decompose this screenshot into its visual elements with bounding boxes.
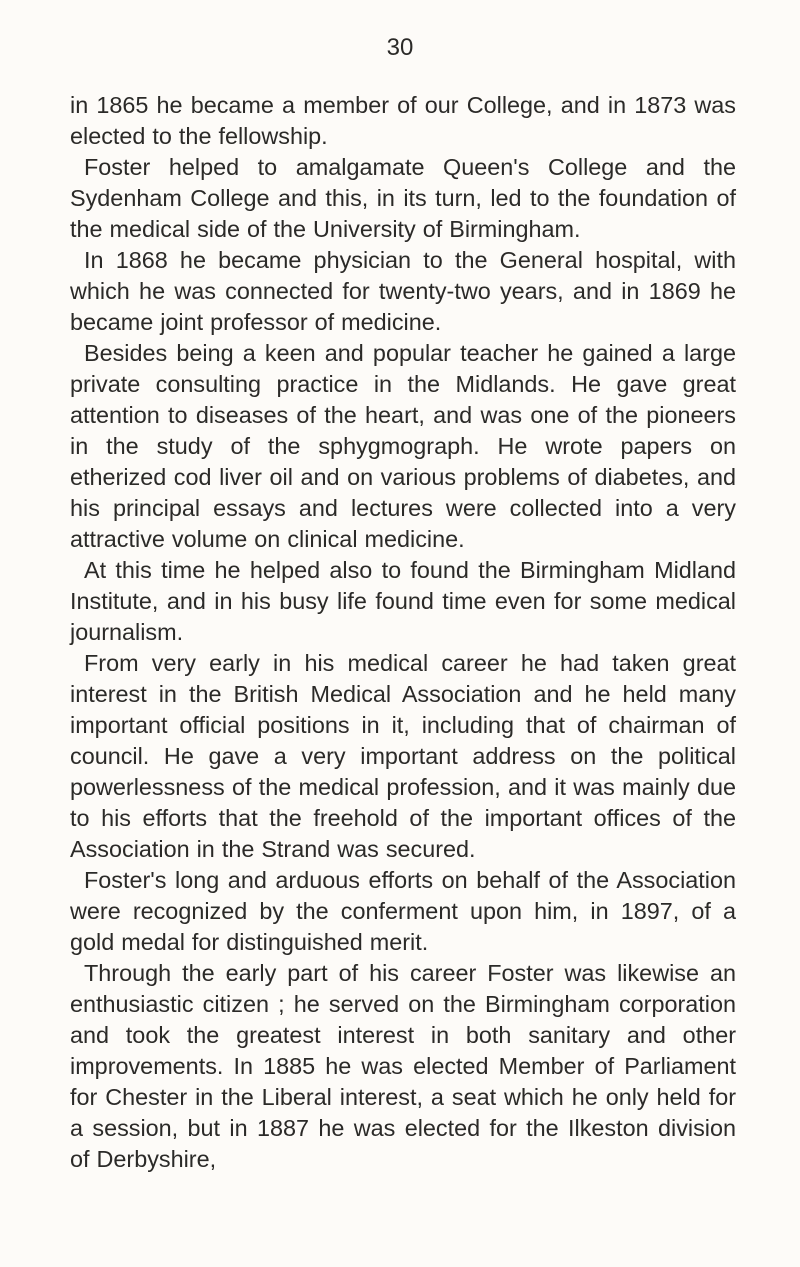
paragraph-4: Besides being a keen and popular teacher he gained a large private consulting practice in the Midlands. He gave great attention to diseases of the heart, and was one of the pioneers in the study of the sphygmograph. He wrote papers on etherized cod liver oil and on various problems of diabetes, and his principal essays and lectures were collected into a very attractive volume on clinical medicine. (70, 340, 736, 552)
paragraph-6: From very early in his medical career he had taken great interest in the British Medical Association and he held many important official positions in it, including that of chairman of council. He gave a very important address on the political powerlessness of the medical profession, and it was mainly due to his efforts that the freehold of the important offices of the Association in the Strand was secured. (70, 650, 736, 862)
body-text (70, 90, 736, 1175)
paragraph-1: in 1865 he became a member of our College, and in 1873 was elected to the fellowship. (70, 92, 736, 149)
paragraph-7: Foster's long and arduous efforts on behalf of the Association were recognized by the conferment upon him, in 1897, of a gold medal for distinguished merit. (70, 867, 736, 955)
paragraph-5: At this time he helped also to found the Birmingham Midland Institute, and in his busy life found time even for some medical journalism. (70, 557, 736, 645)
paragraph-8: Through the early part of his career Foster was likewise an enthusiastic citizen ; he served on the Birmingham corporation and took the greatest interest in both sanitary and other improvements. In 1885 he was elected Member of Parliament for Chester in the Liberal interest, a seat which he only held for a session, but in 1887 he was elected for the Ilkeston division of Derbyshire, (70, 960, 736, 1172)
paragraph-2: Foster helped to amalgamate Queen's College and the Sydenham College and this, in its turn, led to the foundation of the medical side of the University of Birmingham. (70, 154, 736, 242)
page-number: 30 (386, 34, 414, 61)
paragraph-3: In 1868 he became physician to the General hospital, with which he was connected for twenty-two years, and in 1869 he became joint professor of medicine. (70, 247, 736, 335)
